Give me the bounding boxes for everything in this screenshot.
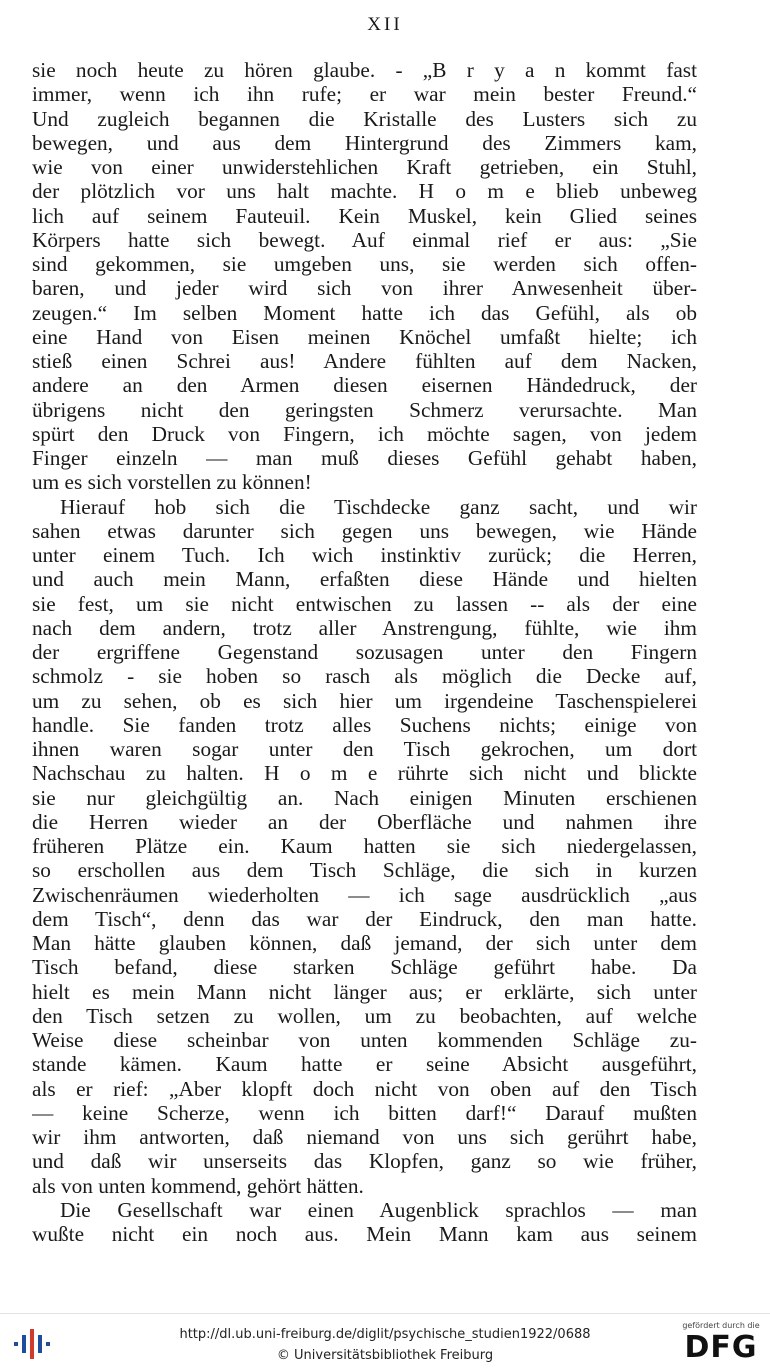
text-line: eine Hand von Eisen meinen Knöchel umfaßt hielte; ich xyxy=(32,324,697,349)
text-line: so erschollen aus dem Tisch Schläge, die sich in kurzen xyxy=(32,858,697,883)
text-line: lich auf seinem Fauteuil. Kein Muskel, kein Glied seines xyxy=(32,203,697,228)
text-line: Körpers hatte sich bewegt. Auf einmal rief er aus: „Sie xyxy=(32,227,697,252)
text-line: Zwischenräumen wiederholten — ich sage ausdrücklich „aus xyxy=(32,882,697,907)
text-line: ihnen waren sogar unter den Tisch gekrochen, um dort xyxy=(32,737,697,761)
text-line: Finger einzeln — man muß dieses Gefühl gehabt haben, xyxy=(32,446,697,470)
text-line: — keine Scherze, wenn ich bitten darf!“ Darauf mußten xyxy=(32,1100,697,1125)
text-line: wußte nicht ein noch aus. Mein Mann kam aus seinem xyxy=(32,1222,697,1246)
text-line: und daß wir unserseits das Klopfen, ganz so wie früher, xyxy=(32,1149,697,1174)
footer-bar xyxy=(0,1313,770,1369)
footer-divider xyxy=(0,1313,770,1314)
text-line: dem Tisch“, denn das war der Eindruck, den man hatte. xyxy=(32,906,697,931)
text-line: handle. Sie fanden trotz alles Suchens nichts; einige von xyxy=(32,712,697,737)
footer-copyright: © Universitätsbibliothek Freiburg xyxy=(276,1348,494,1363)
text-line: stieß einen Schrei aus! Andere fühlten auf dem Nacken, xyxy=(32,349,697,373)
text-line: schmolz - sie hoben so rasch als möglich die Decke auf, xyxy=(32,664,697,689)
text-line: als er rief: „Aber klopft doch nicht von oben auf den Tisch xyxy=(32,1076,697,1101)
text-line: der plötzlich vor uns halt machte. H o m e blieb unbeweg xyxy=(32,179,697,204)
text-line: den Tisch setzen zu wollen, um zu beobachten, auf welche xyxy=(32,1003,697,1028)
dfg-logo: DFG xyxy=(684,1330,758,1365)
footer-url-link[interactable]: http://dl.ub.uni-freiburg.de/diglit/psychische_studien1922/0688 xyxy=(179,1327,591,1342)
text-line: Man hätte glauben können, daß jemand, der sich unter dem xyxy=(32,931,697,955)
text-line: früheren Plätze ein. Kaum hatten sie sich niedergelassen, xyxy=(32,834,697,858)
text-line: sind gekommen, sie umgeben uns, sie werden sich offen- xyxy=(32,252,697,276)
text-line: bewegen, und aus dem Hintergrund des Zimmers kam, xyxy=(32,130,697,155)
text-line: andere an den Armen diesen eisernen Händedruck, der xyxy=(32,373,697,398)
text-line: sahen etwas darunter sich gegen uns bewegen, wie Hände xyxy=(32,518,697,543)
text-line: der ergriffene Gegenstand sozusagen unter den Fingern xyxy=(32,640,697,664)
text-line: und auch mein Mann, erfaßten diese Hände und hielten xyxy=(32,567,697,592)
text-line: stande kämen. Kaum hatte er seine Absicht ausgeführt, xyxy=(32,1052,697,1077)
text-line: baren, und jeder wird sich von ihrer Anwesenheit über- xyxy=(32,276,697,301)
text-line: sie noch heute zu hören glaube. - „B r y a n kommt fast xyxy=(32,58,697,82)
text-line: unter einem Tuch. Ich wich instinktiv zurück; die Herren, xyxy=(32,543,697,567)
text-line: sie fest, um sie nicht entwischen zu lassen -- als der eine xyxy=(32,591,697,616)
text-line: sie nur gleichgültig an. Nach einigen Minuten erschienen xyxy=(32,785,697,810)
text-line: Und zugleich begannen die Kristalle des Lusters sich zu xyxy=(32,106,697,131)
page-number: XII xyxy=(367,14,403,35)
text-line: Die Gesellschaft war einen Augenblick sprachlos — man xyxy=(60,1197,697,1222)
text-line: Weise diese scheinbar von unten kommenden Schläge zu- xyxy=(32,1028,697,1052)
text-line: die Herren wieder an der Oberfläche und nahmen ihre xyxy=(32,809,697,834)
text-line: Nachschau zu halten. H o m e rührte sich nicht und blickte xyxy=(32,761,697,786)
text-line: Hierauf hob sich die Tischdecke ganz sacht, und wir xyxy=(60,494,697,519)
text-line: um zu sehen, ob es sich hier um irgendeine Taschenspielerei xyxy=(32,688,697,713)
text-line: zeugen.“ Im selben Moment hatte ich das Gefühl, als ob xyxy=(32,300,697,325)
dfg-caption: gefördert durch die xyxy=(682,1321,760,1330)
text-line: wir ihm antworten, daß niemand von uns sich gerührt habe, xyxy=(32,1125,697,1149)
text-line: als von unten kommend, gehört hätten. xyxy=(32,1173,364,1198)
text-line: um es sich vorstellen zu können! xyxy=(32,470,312,495)
text-line: hielt es mein Mann nicht länger aus; er erklärte, sich unter xyxy=(32,979,697,1004)
text-line: wie von einer unwiderstehlichen Kraft getrieben, ein Stuhl, xyxy=(32,155,697,179)
text-body xyxy=(32,58,697,1246)
text-line: nach dem andern, trotz aller Anstrengung, fühlte, wie ihm xyxy=(32,615,697,640)
text-line: immer, wenn ich ihn rufe; er war mein bester Freund.“ xyxy=(32,82,697,107)
text-line: spürt den Druck von Fingern, ich möchte sagen, von jedem xyxy=(32,421,697,446)
library-logo-icon xyxy=(12,1327,52,1361)
text-line: Tisch befand, diese starken Schläge geführt habe. Da xyxy=(32,955,697,980)
text-line: übrigens nicht den geringsten Schmerz verursachte. Man xyxy=(32,397,697,422)
